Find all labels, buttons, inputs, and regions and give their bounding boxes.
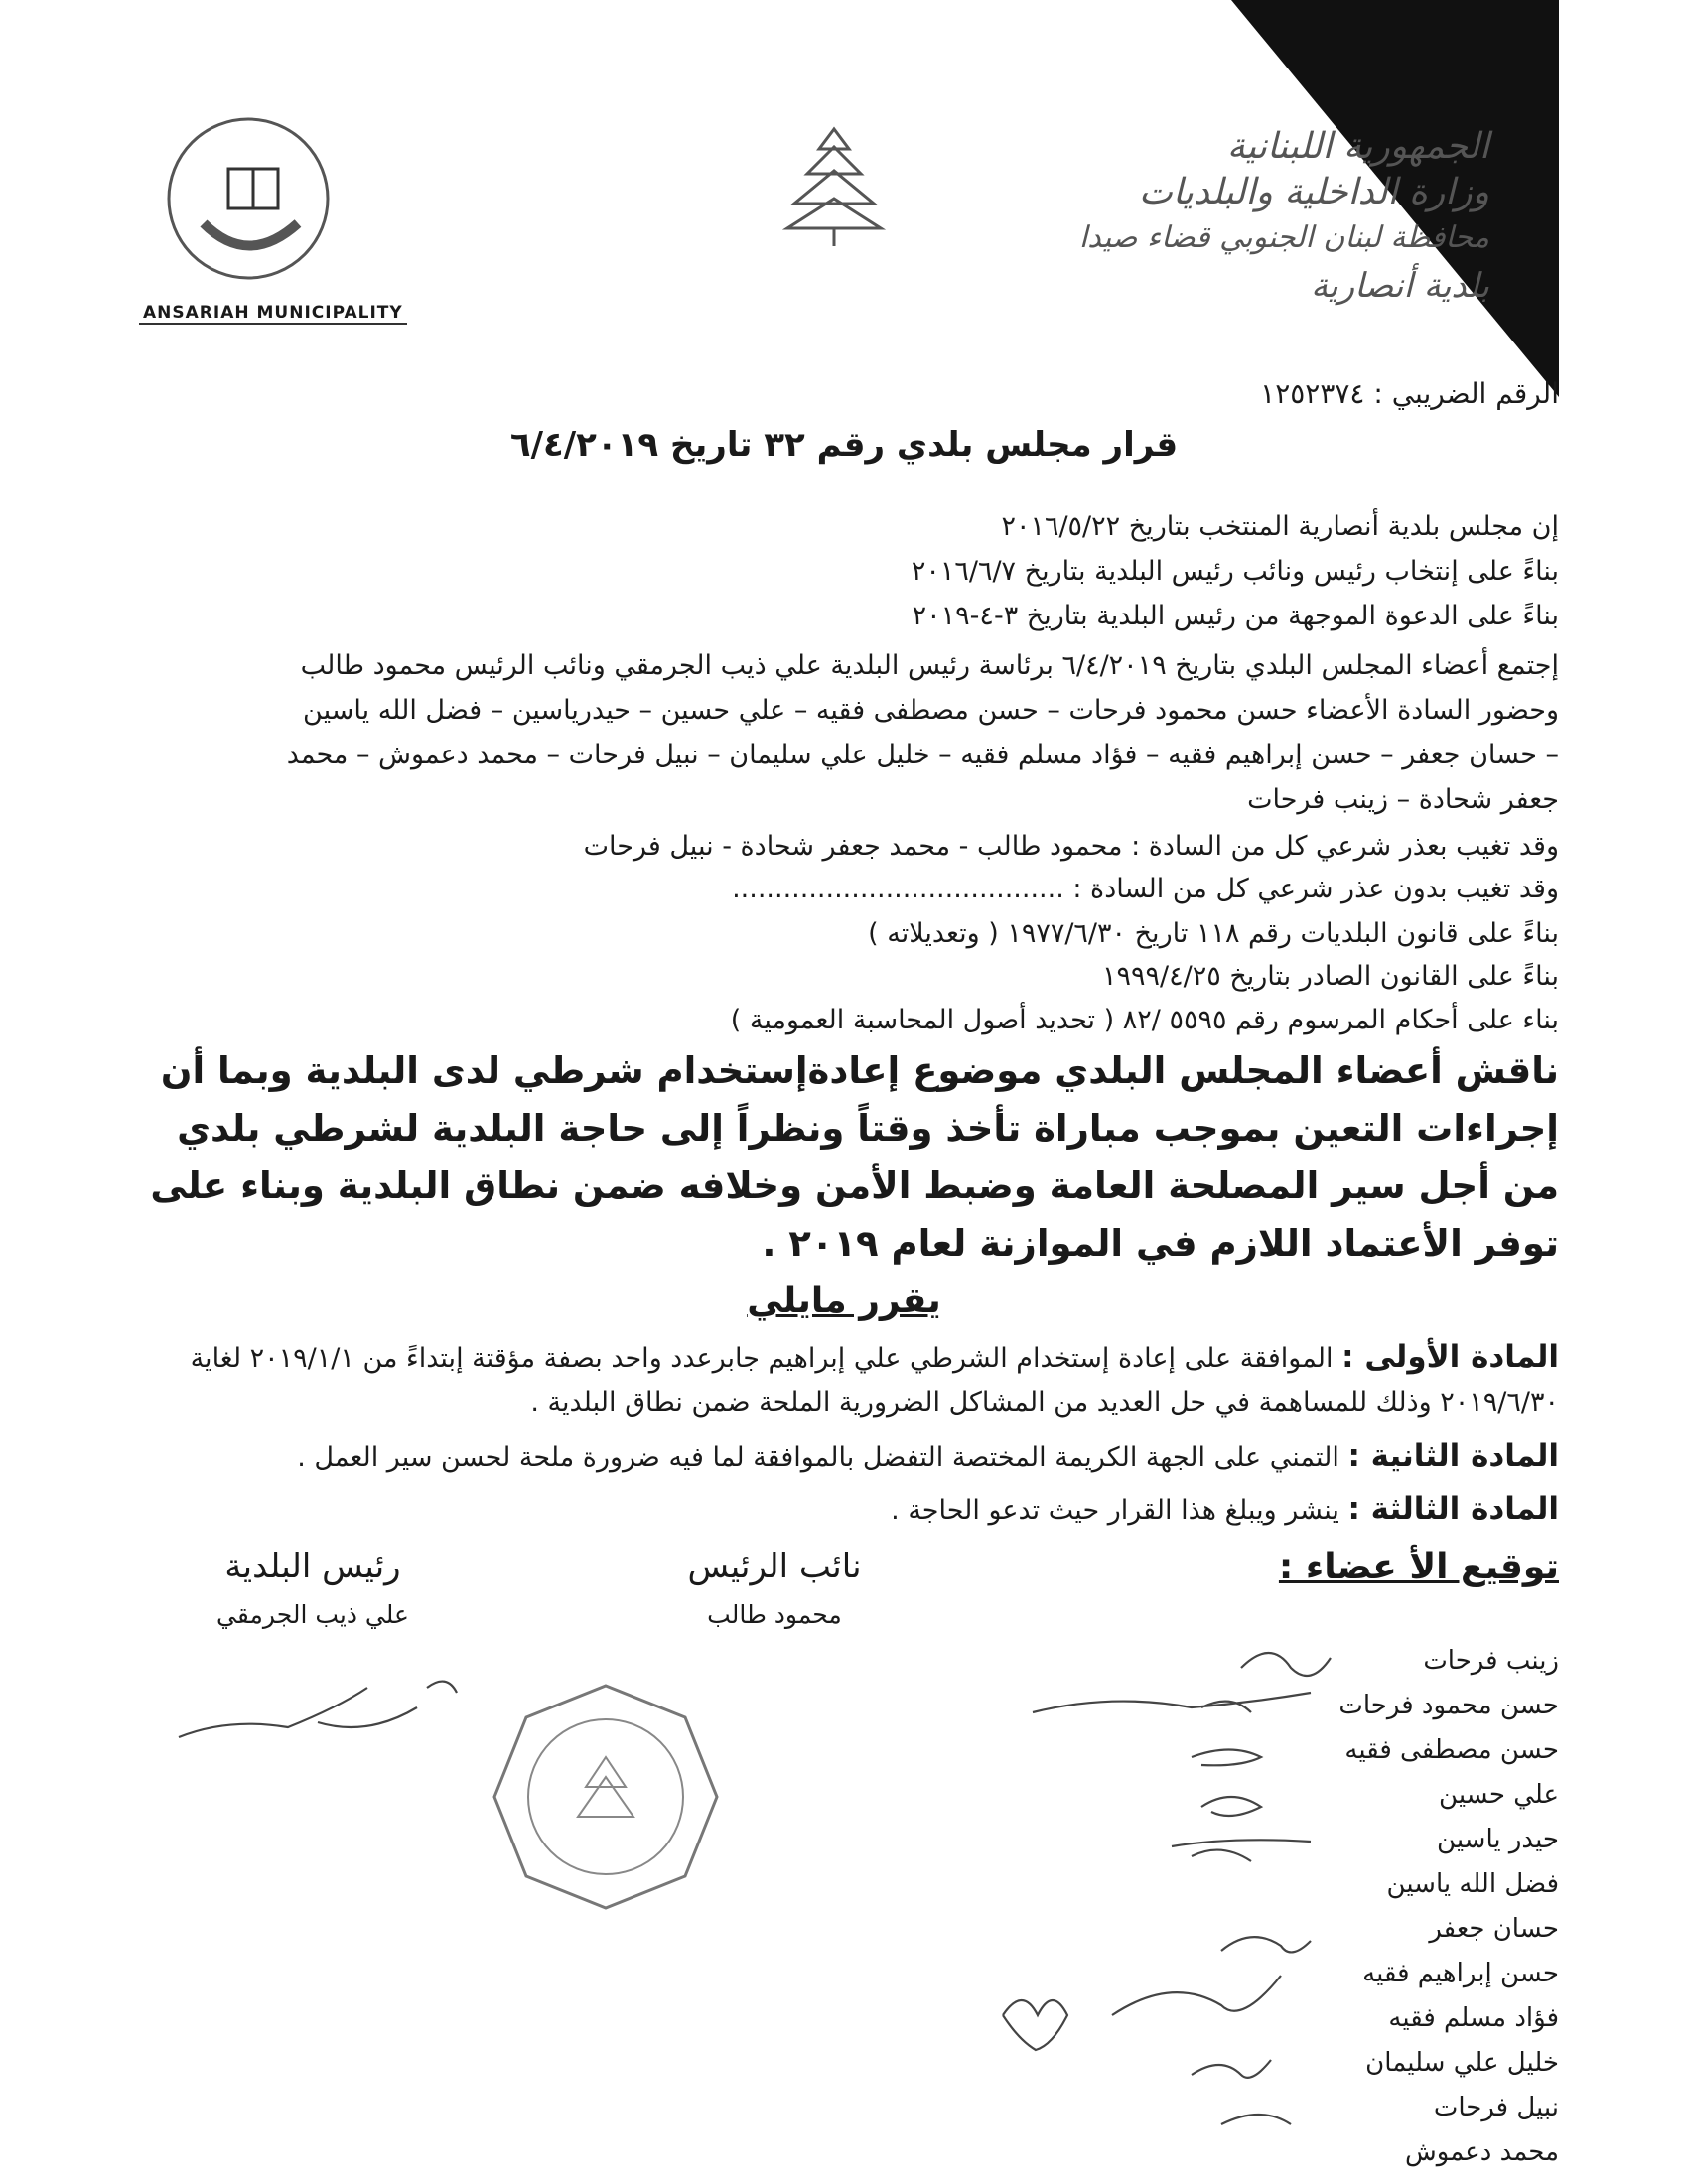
article-label: المادة الثالثة :: [1347, 1491, 1559, 1527]
preamble-line: بناءً على القانون الصادر بتاريخ ١٩٩٩/٤/٢٥: [1102, 961, 1559, 992]
members-signature-heading: توقيع الأ عضاء :: [1278, 1547, 1559, 1587]
article: [129, 1335, 1559, 1425]
member-name: حسن مصطفى فقيه: [1344, 1735, 1559, 1765]
article-label: المادة الأولى :: [1341, 1339, 1559, 1375]
preamble-line: وحضور السادة الأعضاء حسن محمود فرحات – حسن مصطفى فقيه – علي حسين – حيدرياسين – فضل الله ياسين: [303, 695, 1559, 726]
official-stamp: [487, 1678, 725, 1916]
member-name: خليل علي سليمان: [1365, 2048, 1559, 2078]
member-name: نبيل فرحات: [1433, 2093, 1559, 2122]
letterhead-line: بلدية أنصارية: [1311, 266, 1489, 306]
decides-heading: يقرر مايلي: [747, 1281, 941, 1321]
member-signatures: [993, 1638, 1350, 2174]
municipality-logo: [134, 94, 372, 323]
vice-president-title: نائب الرئيس: [687, 1547, 862, 1586]
article-label: المادة الثانية :: [1347, 1438, 1559, 1474]
article-text: ينشر ويبلغ هذا القرار حيث تدعو الحاجة .: [891, 1495, 1339, 1526]
member-name: زينب فرحات: [1423, 1646, 1559, 1676]
emblem-caption: ANSARIAH MUNICIPALITY: [139, 303, 407, 325]
member-name: حسان جعفر: [1429, 1914, 1559, 1944]
decision-title: قرار مجلس بلدي رقم ٣٢ تاريخ ٦/٤/٢٠١٩: [509, 425, 1179, 465]
preamble-line: جعفر شحادة – زينب فرحات: [1247, 784, 1559, 815]
preamble-line: إن مجلس بلدية أنصارية المنتخب بتاريخ ٢٠١٦/٥/٢٢: [1001, 511, 1559, 542]
mayor-title: رئيس البلدية: [224, 1547, 401, 1586]
preamble-line: وقد تغيب بدون عذر شرعي كل من السادة : .......................................: [732, 874, 1559, 904]
tax-number: الرقم الضريبي : ١٢٥٢٣٧٤: [1260, 377, 1559, 410]
letterhead-line: وزارة الداخلية والبلديات: [1138, 172, 1489, 212]
preamble-line: بناءً على إنتخاب رئيس ونائب رئيس البلدية بتاريخ ٢٠١٦/٦/٧: [911, 556, 1559, 587]
article: [129, 1434, 1559, 1480]
cedar-emblem-icon: [779, 119, 889, 248]
member-name: محمد دعموش: [1405, 2137, 1559, 2167]
discussion-paragraph: ناقش أعضاء المجلس البلدي موضوع إعادةإستخدام شرطي لدى البلدية وبما أن إجراءات التعين بموجب مباراة تأخذ وقتاً ونظراً إلى حاجة البلدية لشرطي بلدي من أجل سير المصلحة العامة وضبط الأمن وخلافه ضمن نطاق البلدية وبناء على توفر الأعتماد اللازم في الموازنة لعام ٢٠١٩ .: [150, 1049, 1559, 1265]
preamble-line: وقد تغيب بعذر شرعي كل من السادة : محمود طالب - محمد جعفر شحادة - نبيل فرحات: [583, 831, 1559, 862]
article: [129, 1487, 1559, 1533]
member-name: فؤاد مسلم فقيه: [1388, 2003, 1559, 2033]
article-text: الموافقة على إعادة إستخدام الشرطي علي إبراهيم جابرعدد واحد بصفة مؤقتة إبتداءً من ٢٠١٩/١/١ لغاية ٢٠١٩/٦/٣٠ وذلك للمساهمة في حل العديد من المشاكل الضرورية الملحة ضمن نطاق البلدية .: [190, 1343, 1559, 1418]
preamble-line: بناءً على الدعوة الموجهة من رئيس البلدية بتاريخ ٣-٤-٢٠١٩: [912, 601, 1559, 631]
mayor-name: علي ذيب الجرمقي: [216, 1600, 409, 1629]
preamble-line: بناء على أحكام المرسوم رقم ٥٥٩٥ /٨٢ ( تحديد أصول المحاسبة العمومية ): [730, 1005, 1559, 1035]
mayor-signature: [169, 1648, 467, 1757]
letterhead: [1072, 124, 1489, 311]
letterhead-line: الجمهورية اللبنانية: [1226, 126, 1489, 167]
margin-mark: [993, 1985, 1072, 2055]
member-name: حسن محمود فرحات: [1338, 1691, 1559, 1720]
letterhead-line: محافظة لبنان الجنوبي قضاء صيدا: [1078, 220, 1489, 255]
member-name: علي حسين: [1439, 1780, 1559, 1810]
member-name: فضل الله ياسين: [1386, 1869, 1559, 1899]
preamble-line: إجتمع أعضاء المجلس البلدي بتاريخ ٦/٤/٢٠١٩ برئاسة رئيس البلدية علي ذيب الجرمقي ونائب الرئيس محمود طالب: [300, 650, 1559, 681]
member-name: حيدر ياسين: [1437, 1825, 1559, 1854]
member-name: حسن إبراهيم فقيه: [1362, 1959, 1559, 1988]
preamble-line: بناءً على قانون البلديات رقم ١١٨ تاريخ ١٩٧٧/٦/٣٠ ( وتعديلاته ): [868, 918, 1559, 949]
vice-president-name: محمود طالب: [707, 1600, 842, 1629]
preamble-line: – حسان جعفر – حسن إبراهيم فقيه – فؤاد مسلم فقيه – خليل علي سليمان – نبيل فرحات – محمد دعموش – محمد: [286, 740, 1559, 770]
article-text: التمني على الجهة الكريمة المختصة التفضل بالموافقة لما فيه ضرورة ملحة لحسن سير العمل .: [297, 1442, 1339, 1473]
